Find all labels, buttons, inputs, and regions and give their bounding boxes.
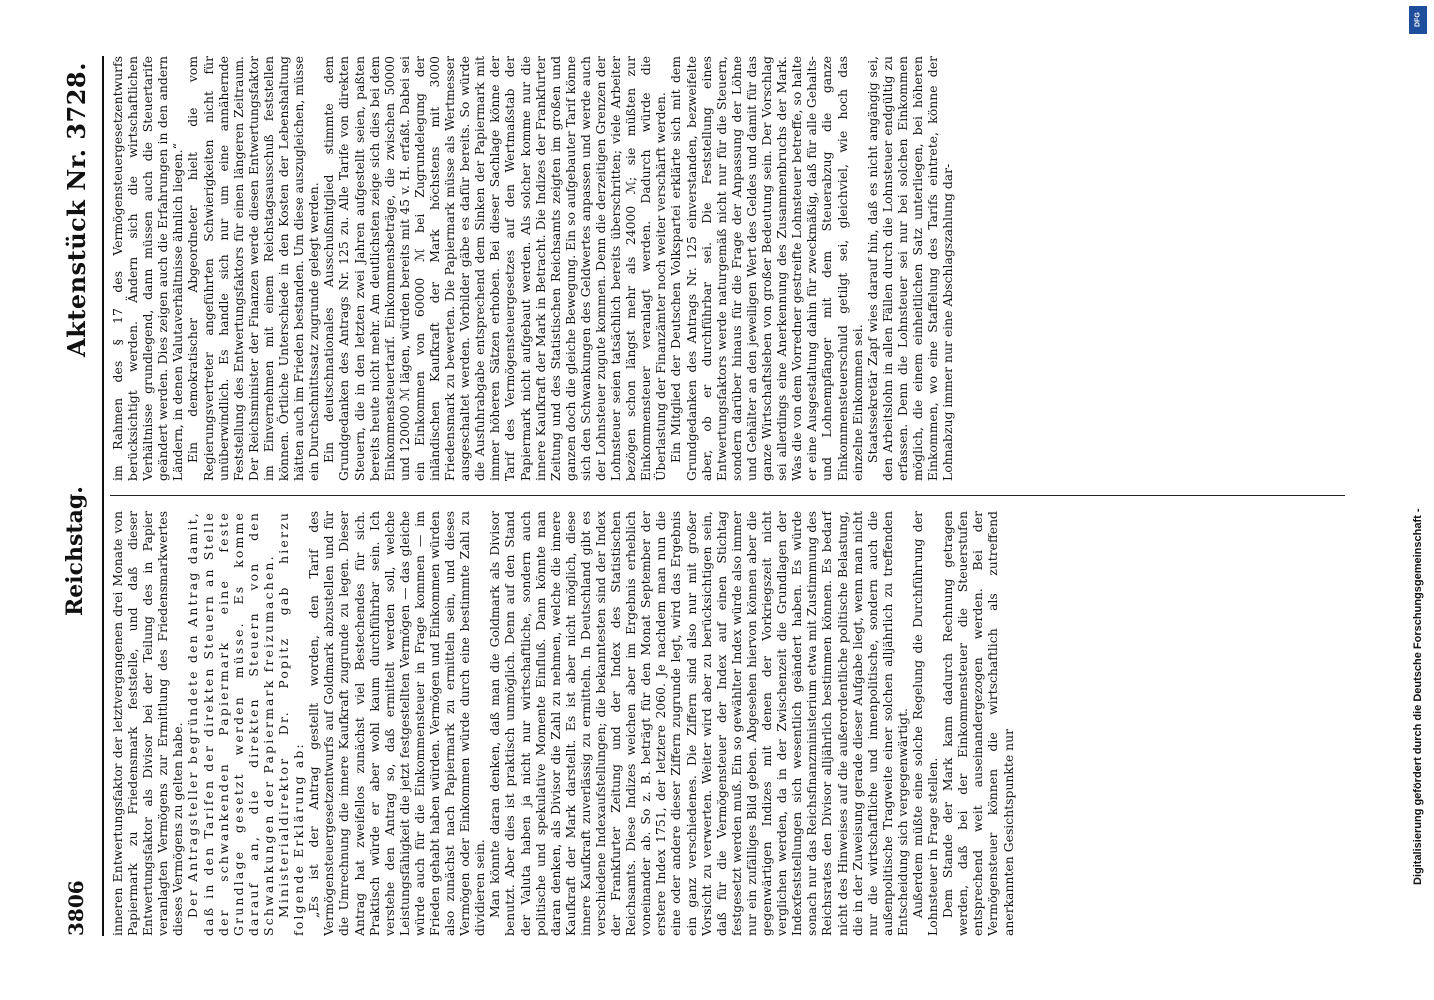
paragraph: Ein demokratischer Abgeordneter hielt die vom Regierungsvertreter angeführten Schwierigkeiten nicht für unüberwindlich. Es handle sich nur um eine annähernde Feststellung des Entwertungsfaktors für einen längeren Zeitraum. Der Reichsminister der Finanzen werde diesen Entwertungsfaktor im Einvernehmen mit einem Reichstagsausschuß feststellen können. Örtliche Unterschiede in den Kosten der Lebenshaltung hätten auch im Frieden bestanden. Um diese auszugleichen, müsse ein Durchschnittssatz zugrunde gelegt werden. [185,56,322,481]
paragraph: Staatssekretär Zapf wies darauf hin, daß es nicht angängig sei, den Arbeitslohn in allen Fällen durch die Lohnsteuer endgültig zu erfassen. Denn die Lohnsteuer sei nur bei solchen Einkommen möglich, die einem einheitlichen Satz unterliegen, bei höheren Einkommen, wo eine Staffelung des Tarifs eintrete, könne der Lohnabzug immer nur eine Abschlagszahlung dar- [864,56,956,481]
page-number: 3806 [64,880,88,936]
paragraph: Dem Stande der Mark kann dadurch Rechnung getragen werden, daß bei der Einkommensteuer die Steuerstufen entsprechend weit auseinandergezogen werden. Bei der Vermögensteuer können die wirtschaftlich als zutreffend anerkannten Gesichtspunkte nur [940,511,1016,936]
page-header [62,56,96,936]
left-column [110,511,1350,936]
digitization-note: Digitalisierung gefördert durch die Deutsche Forschungsgemeinschaft - [1412,508,1424,885]
paragraph: „Es ist der Antrag gestellt worden, den Tarif des Vermögensteuergesetzentwurfs auf Goldmark abzustellen und für die Umrechnung die innere Kaufkraft zugrunde zu legen. Dieser Antrag hat zweifellos zunächst viel Bestechendes für sich. Praktisch würde er aber wohl kaum durchführbar sein. Ich verstehe den Antrag so, daß ermittelt werden soll, welche Leistungsfähigkeit die jetzt festgestellten Vermögen — das gleiche würde auch für die Einkommensteuer in Frage kommen — im Frieden gehabt haben würden. Vermögen und Einkommen würden also zunächst nach Papiermark zu ermitteln sein, und dieses Vermögen oder Einkommen würde durch eine bestimmte Zahl zu dividieren sein. [306,511,488,936]
paragraph: Ein Mitglied der Deutschen Volkspartei erklärte sich mit dem Grundgedanken des Antrags Nr. 125 einverstanden, bezweifelte aber, ob er durchführbar sei. Die Feststellung eines Entwertungsfaktors werde naturgemäß nicht nur für die Steuern, sondern darüber hinaus für die Frage der Anpassung der Löhne und Gehälter an den jeweiligen Wert des Geldes und damit für das ganze Wirtschaftsleben von großer Bedeutung sein. Der Vorschlag sei allerdings eine Anerkennung des Zusammenbruchs der Mark. Was die von dem Vorredner gestreifte Lohnsteuer betreffe, so halte er eine Ausgestaltung dahin für zweckmäßig, daß für alle Gehalts- und Lohnempfänger mit dem Steuerabzug die ganze Einkommensteuerschuld getilgt sei, gleichviel, wie hoch das einzelne Einkommen sei. [668,56,865,481]
paragraph: inneren Entwertungsfaktor der letztvergangenen drei Monate von Papiermark zu Friedensmark feststelle, und daß dieser Entwertungsfaktor als Divisor bei der Teilung des in Papier veranlagten Vermögens zur Ermittlung des Friedensmarkwertes dieses Vermögens zu gelten habe. [110,511,186,936]
paragraph: im Rahmen des § 17 des Vermögensteuergesetzentwurfs berücksichtigt werden. Ändern sich die wirtschaftlichen Verhältnisse grundlegend, dann müssen auch die Steuertarife geändert werden. Dies zeigen auch die Erfahrungen in den andern Ländern, in denen Valutaverhältnisse ähnlich liegen.“ [110,56,186,481]
paragraph: Der Antragsteller begründete den Antrag damit, daß in den Tarifen der direkten Steuern an Stelle der schwankenden Papiermark eine feste Grundlage gesetzt werden müsse. Es komme darauf an, die direkten Steuern von den Schwankungen der Papiermark freizumachen. [185,511,276,936]
dfg-logo: DFG [1409,6,1427,34]
paragraph: Ministerialdirektor Dr. Popitz gab hierzu folgende Erklärung ab: [276,511,307,936]
header-rule [102,56,104,936]
document-page [62,56,1352,936]
section-title: Reichstag. [62,486,88,616]
column-divider [110,495,1345,496]
right-column [110,56,1350,481]
paragraph: Man könnte daran denken, daß man die Goldmark als Divisor benutzt. Aber dies ist praktisch unmöglich. Denn auf den Stand der Valuta haben ja nicht nur wirtschaftliche, sondern auch politische und spekulative Momente Einfluß. Dann könnte man daran denken, als Divisor die Zahl zu nehmen, welche die innere Kaufkraft der Mark darstellt. Es ist aber nicht möglich, diese innere Kaufkraft zuverlässig zu ermitteln. In Deutschland gibt es verschiedene Indexaufstellungen; die bekanntesten sind der Index der Frankfurter Zeitung und der Index des Statistischen Reichsamts. Diese Indizes weichen aber im Ergebnis erheblich voneinander ab. So z. B. beträgt für den Monat September der erstere Index 1751, der letztere 2060. Je nachdem man nun die eine oder andere dieser Ziffern zugrunde legt, wird das Ergebnis ein ganz verschiedenes. Die Ziffern sind also nur mit großer Vorsicht zu verwerten. Weiter wird aber zu berücksichtigen sein, daß für die Vermögensteuer der Index auf einen Stichtag festgesetzt werden muß. Ein so gewählter Index würde also immer nur ein zufälliges Bild geben. Abgesehen hiervon können aber die gegenwärtigen Indizes mit denen der Vorkriegszeit nicht verglichen werden, da in der Zwischenzeit die Grundlagen der Indexfeststellungen sich wesentlich geändert haben. Es würde sonach nur das Reichsfinanzministerium etwa mit Zustimmung des Reichsrates den Divisor alljährlich bestimmen können. Es bedarf nicht des Hinweises auf die außerordentliche politische Belastung, die in der Zuweisung gerade dieser Aufgabe liegt, wenn man nicht nur die wirtschaftliche und innenpolitische, sondern auch die außenpolitische Tragweite einer solchen alljährlich zu treffenden Entscheidung sich vergegenwärtigt. [487,511,910,936]
paragraph: Außerdem müßte eine solche Regelung die Durchführung der Lohnsteuer in Frage stellen. [909,511,941,936]
paragraph: Ein deutschnationales Ausschußmitglied stimmte dem Grundgedanken des Antrags Nr. 125 zu. Alle Tarife von direkten Steuern, die in den letzten zwei Jahren aufgestellt seien, paßten bereits heute nicht mehr. Am deutlichsten zeige sich dies bei dem Einkommensteuertarif. Einkommensbeträge, die zwischen 50000 und 120000 ℳ lägen, würden bereits mit 45 v. H. erfaßt. Dabei sei ein Einkommen von 60000 ℳ bei Zugrundelegung der inländischen Kaufkraft der Mark höchstens mit 3000 Friedensmark zu bewerten. Die Papiermark müsse als Wertmesser ausgeschaltet werden. Vorbilder gäbe es dafür bereits. So würde die Ausfuhrabgabe entsprechend dem Sinken der Papiermark mit immer höheren Sätzen erhoben. Bei dieser Sachlage könne der Tarif des Vermögensteuergesetzes auf den Wertmaßstab der Papiermark nicht aufgebaut werden. Als solcher komme nur die innere Kaufkraft der Mark in Betracht. Die Indizes der Frankfurter Zeitung und des Statistischen Reichsamts zeigten im großen und ganzen doch die gleiche Bewegung. Ein so aufgebauter Tarif könne sich den Schwankungen des Geldwertes anpassen und werde auch der Lohnsteuer zugute kommen. Denn die derzeitigen Grenzen der Lohnsteuer seien tatsächlich bereits überschritten; viele Arbeiter bezögen schon längst mehr als 24000 ℳ; sie müßten zur Einkommensteuer veranlagt werden. Dadurch würde die Überlastung der Finanzämter noch weiter verschärft werden. [321,56,669,481]
document-number: Aktenstück Nr. 3728. [62,62,91,357]
digitization-sidebar [1400,0,1434,1000]
